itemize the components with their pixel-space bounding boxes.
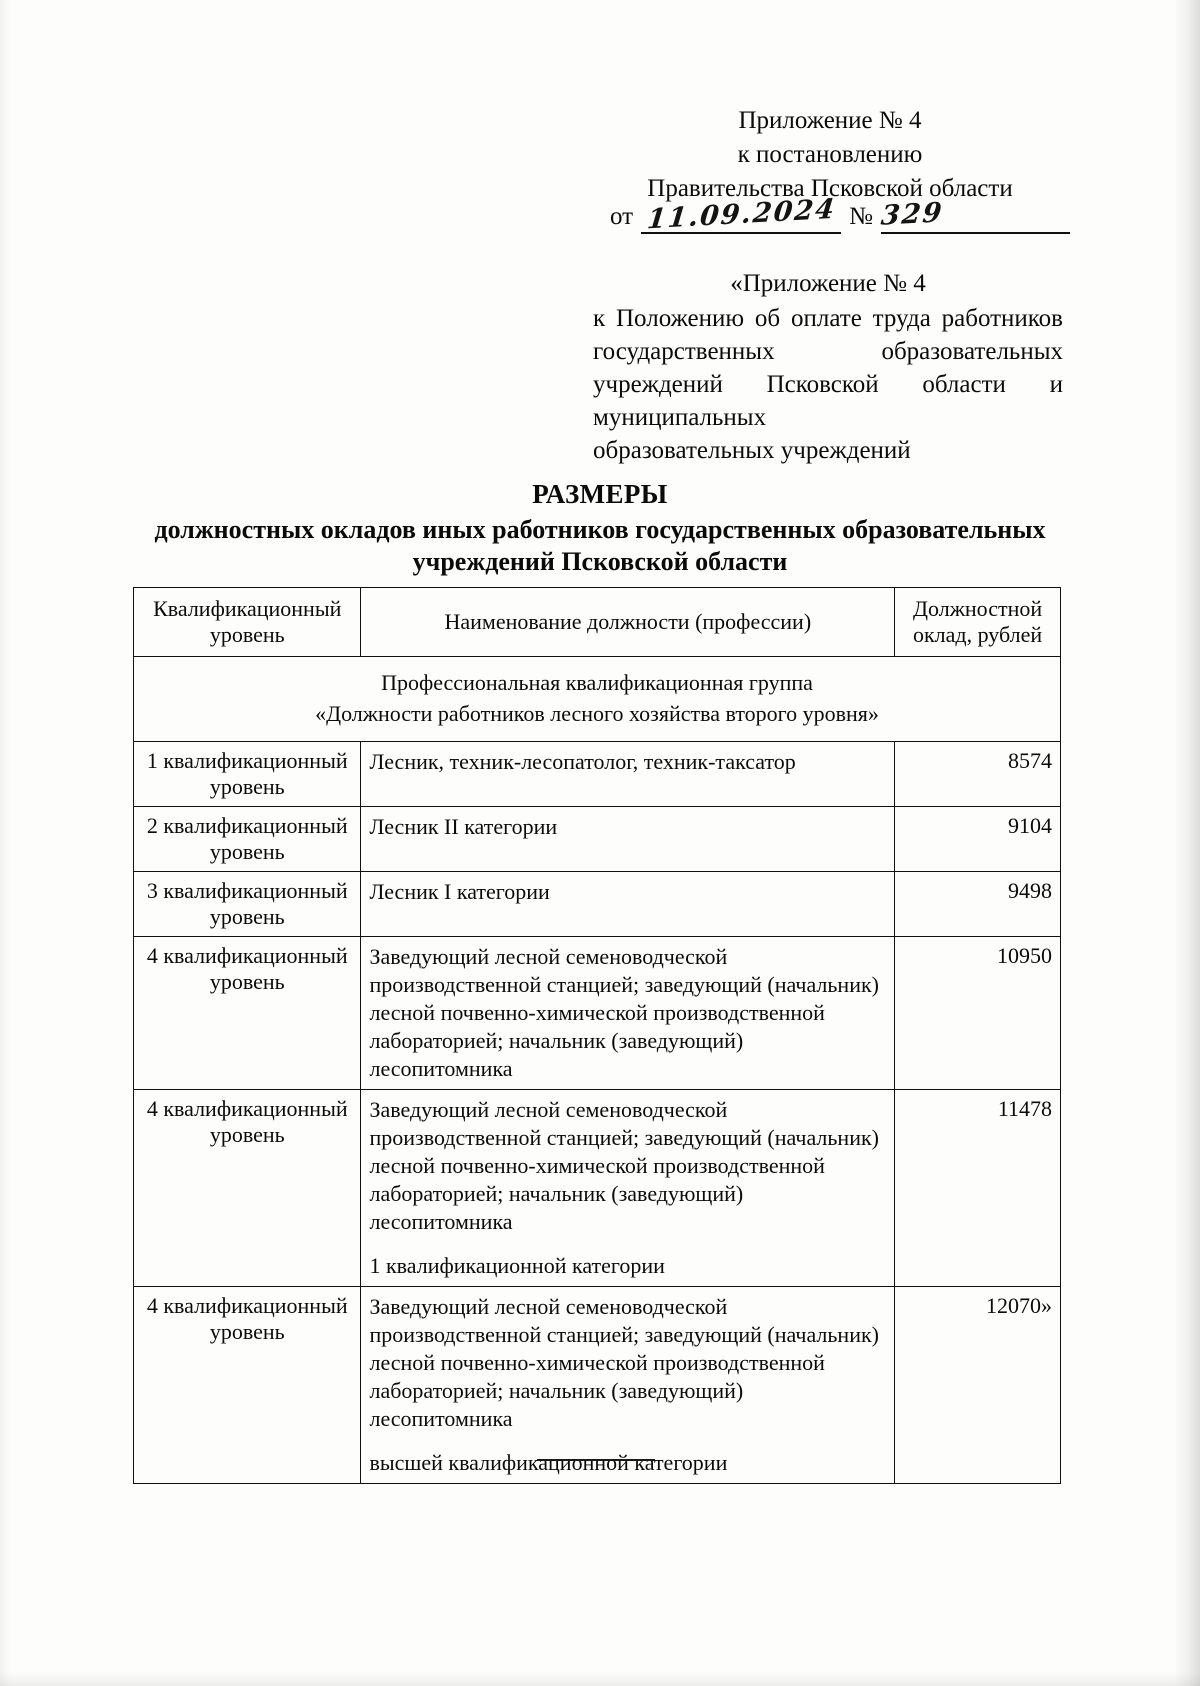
page-subtitle (130, 514, 1070, 578)
cell-name-text: Заведующий лесной семеноводческой производственной станцией; заведующий (начальник) лесной почвенно-химической производственной лабораторией; начальник (заведующий) лесопитомника (369, 1294, 879, 1431)
table-row (134, 742, 1061, 807)
appendix-paragraph-2: образовательных учреждений (593, 437, 911, 464)
cell-name (361, 1090, 895, 1287)
scan-edge-right (1174, 0, 1200, 1686)
group-row-cell (134, 657, 1061, 742)
cell-level: 3 квалификационный уровень (134, 872, 361, 937)
cell-name (361, 872, 895, 937)
cell-name (361, 742, 895, 807)
cell-name-text: Лесник II категории (369, 814, 558, 839)
cell-name (361, 1287, 895, 1484)
table-row (134, 1287, 1061, 1484)
cell-level: 4 квалификационный уровень (134, 1287, 361, 1484)
page-subtitle-line-2: образовательных учреждений Псковской области (412, 515, 1046, 576)
date-prefix-label: от (610, 203, 634, 230)
cell-level: 4 квалификационный уровень (134, 1090, 361, 1287)
cell-level: 2 квалификационный уровень (134, 807, 361, 872)
header-line-3: Правительства Псковской области (647, 175, 1013, 202)
cell-salary: 10950 (895, 937, 1061, 1090)
number-value-field (879, 197, 1070, 234)
date-value-field (641, 193, 841, 236)
bottom-divider (537, 1459, 655, 1461)
cell-level: 4 квалификационный уровень (134, 937, 361, 1090)
cell-name (361, 807, 895, 872)
scan-edge-bottom (0, 1672, 1200, 1686)
cell-salary: 8574 (895, 742, 1061, 807)
appendix-paragraph-1: к Положению об оплате труда работников государственных образовательных учреждений Псковской области и муниципальных (593, 305, 1063, 431)
column-header-level: Квалификационный уровень (134, 588, 361, 657)
table-header-row (134, 588, 1061, 657)
cell-name-text: Лесник, техник-лесопатолог, техник-таксатор (369, 749, 796, 774)
cell-salary: 11478 (895, 1090, 1061, 1287)
table-header (134, 588, 1061, 657)
header-line-1: Приложение № 4 (738, 107, 922, 134)
group-line-1: Профессиональная квалификационная группа (381, 670, 813, 695)
table-row (134, 937, 1061, 1090)
appendix-reference-header (590, 104, 1070, 206)
cell-name-extra: высшей квалификационной категории (369, 1450, 728, 1475)
quoted-appendix-body (593, 302, 1063, 467)
table-body (134, 657, 1061, 1484)
group-line-2: «Должности работников лесного хозяйства второго уровня» (315, 701, 879, 726)
column-header-salary: Должностной оклад, рублей (895, 588, 1061, 657)
cell-level: 1 квалификационный уровень (134, 742, 361, 807)
table-row (134, 872, 1061, 937)
cell-name (361, 937, 895, 1090)
cell-name-text: Заведующий лесной семеноводческой производственной станцией; заведующий (начальник) лесной почвенно-химической производственной лабораторией; начальник (заведующий) лесопитомника (369, 1097, 879, 1234)
handwritten-date: 11.09.2024 (645, 193, 838, 236)
cell-name-text: Лесник I категории (369, 879, 550, 904)
salary-table (133, 587, 1061, 1484)
cell-salary: 9498 (895, 872, 1061, 937)
cell-salary: 9104 (895, 807, 1061, 872)
page-title: РАЗМЕРЫ (532, 479, 668, 509)
cell-name-text: Заведующий лесной семеноводческой производственной станцией; заведующий (начальник) лесной почвенно-химической производственной лабораторией; начальник (заведующий) лесопитомника (369, 944, 879, 1081)
quoted-appendix-title: «Приложение № 4 (730, 270, 926, 297)
scan-edge-left (0, 0, 10, 1686)
table-group-row (134, 657, 1061, 742)
header-line-2: к постановлению (737, 141, 923, 168)
table-row (134, 1090, 1061, 1287)
table-row (134, 807, 1061, 872)
handwritten-number: 329 (879, 197, 945, 232)
cell-salary: 12070» (895, 1287, 1061, 1484)
number-symbol-label: № (849, 203, 873, 230)
date-and-number-line (610, 193, 1070, 236)
page-subtitle-line-1: должностных окладов иных работников государственных (154, 515, 836, 544)
column-header-name: Наименование должности (профессии) (361, 588, 895, 657)
cell-name-extra: 1 квалификационной категории (369, 1253, 665, 1278)
